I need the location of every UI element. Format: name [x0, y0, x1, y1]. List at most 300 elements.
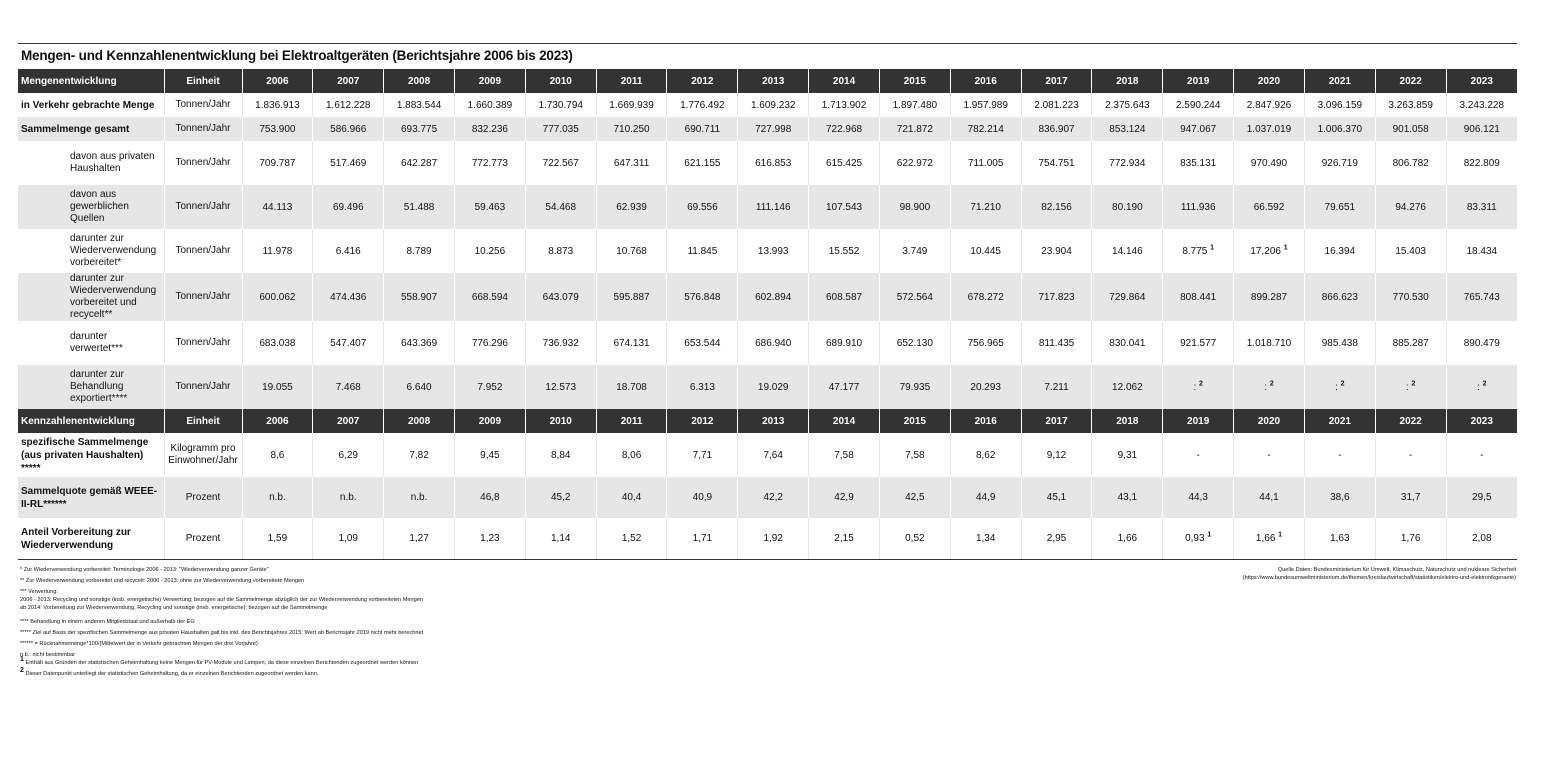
cell-value: 9,45 [480, 449, 500, 461]
table-cell [1446, 365, 1517, 409]
cell-value: 7,58 [905, 449, 925, 461]
table-cell [384, 117, 455, 141]
cell-value: 822.809 [1463, 157, 1500, 169]
footnote-marker: 2 [1199, 380, 1203, 388]
table-cell [1375, 433, 1446, 477]
table-cell [313, 273, 384, 321]
cell-value: 0,52 [905, 533, 925, 544]
cell-value: 608.587 [825, 291, 863, 303]
table-cell [1234, 229, 1305, 273]
row-label: darunter verwertet*** [18, 321, 164, 365]
cell-value: 11.845 [687, 245, 718, 257]
year-header: 2015 [879, 409, 950, 433]
table-cell [1163, 321, 1234, 365]
cell-value: 7,82 [409, 449, 429, 461]
table-cell [1234, 185, 1305, 229]
table-cell [1375, 273, 1446, 321]
cell-value: 40,4 [621, 492, 642, 503]
table-cell [1446, 321, 1517, 365]
row-unit: Tonnen/Jahr [164, 93, 242, 117]
year-header: 2018 [1092, 409, 1163, 433]
table-cell [1446, 185, 1517, 229]
table-cell [1304, 321, 1375, 365]
table-cell [1021, 229, 1092, 273]
cell-value: 643.079 [542, 291, 579, 303]
table-cell [1234, 365, 1305, 409]
cell-value: 901.058 [1392, 123, 1429, 135]
row-unit: Tonnen/Jahr [164, 321, 242, 365]
cell-value: 7,71 [692, 449, 713, 461]
cell-value: 1,23 [480, 533, 500, 544]
cell-value: 576.848 [684, 291, 721, 303]
cell-value: 8.775 [1182, 245, 1208, 257]
table-cell [1021, 321, 1092, 365]
cell-value: 517.469 [330, 157, 367, 169]
year-header: 2012 [667, 69, 738, 93]
unit-header: Einheit [164, 409, 242, 433]
cell-value: 729.864 [1109, 291, 1146, 303]
table-cell [525, 229, 596, 273]
table-cell [809, 518, 880, 560]
table-cell [1021, 273, 1092, 321]
table-cell [1234, 477, 1305, 518]
cell-value: 572.564 [896, 291, 933, 303]
year-header: 2014 [809, 69, 880, 93]
table-cell [809, 321, 880, 365]
footnote-marker: 1 [1207, 531, 1212, 539]
table-cell [242, 518, 313, 560]
cell-value: 15.403 [1395, 245, 1426, 257]
cell-value: 3.096.159 [1317, 99, 1363, 111]
year-header: 2023 [1446, 69, 1517, 93]
cell-value: 44,3 [1188, 492, 1208, 503]
footnote-marker: 2 [1340, 380, 1345, 388]
table-cell [1304, 93, 1375, 117]
footnote-marker: 2 [1269, 380, 1274, 388]
cell-value: 690.711 [684, 123, 721, 135]
table-cell [525, 185, 596, 229]
cell-value: 710.250 [613, 123, 650, 135]
row-unit: Prozent [164, 477, 242, 518]
table-cell [809, 93, 880, 117]
table-cell [242, 117, 313, 141]
table-cell [1163, 433, 1234, 477]
table-cell [1092, 273, 1163, 321]
table-cell [738, 117, 809, 141]
cell-value: 615.425 [825, 157, 863, 169]
table-cell [879, 321, 950, 365]
table-row [18, 273, 1517, 321]
cell-value: 1,34 [975, 533, 996, 544]
cell-value: 1.609.232 [750, 99, 796, 111]
table-cell [242, 433, 313, 477]
cell-value: 46,8 [480, 492, 500, 503]
row-label: spezifische Sammelmenge (aus privaten Haushalten) ***** [18, 433, 164, 477]
table-cell [384, 433, 455, 477]
cell-value: 711.005 [967, 157, 1004, 169]
cell-value: 8,84 [550, 449, 571, 461]
table-cell [1021, 185, 1092, 229]
cell-value: 1,27 [409, 533, 429, 544]
cell-value: 736.932 [542, 337, 579, 349]
table-cell [950, 433, 1021, 477]
source-line-2: (https://www.bundesumweltministerium.de/themen/kreislaufwirtschaft/statistiken/elektro-und-elektronikgeraete) [1242, 575, 1516, 581]
cell-value: 7,58 [834, 449, 854, 461]
table-cell [1234, 117, 1305, 141]
cell-value: 79.935 [899, 381, 931, 393]
table-cell [738, 93, 809, 117]
table-cell [1092, 518, 1163, 560]
table-cell [313, 93, 384, 117]
table-cell [667, 518, 738, 560]
table-cell [1375, 229, 1446, 273]
cell-value: 2,08 [1472, 533, 1492, 544]
row-unit: Tonnen/Jahr [164, 365, 242, 409]
table-cell [1021, 365, 1092, 409]
cell-value: 44,1 [1259, 492, 1279, 503]
year-header: 2016 [950, 69, 1021, 93]
table-cell [525, 141, 596, 185]
cell-value: 19.055 [262, 381, 293, 393]
year-header: 2009 [454, 409, 525, 433]
table-cell [525, 321, 596, 365]
table-cell [1092, 185, 1163, 229]
table-cell [738, 185, 809, 229]
year-header: 2011 [596, 409, 667, 433]
cell-value: 921.577 [1180, 337, 1217, 349]
cell-value: 776.296 [471, 337, 508, 349]
cell-value: 722.968 [825, 123, 863, 135]
cell-value: 8,06 [621, 449, 642, 461]
top-rule [18, 43, 1517, 44]
table-cell [1304, 117, 1375, 141]
table-cell [1021, 117, 1092, 141]
table-cell [1446, 229, 1517, 273]
cell-value: 621.155 [684, 157, 721, 169]
cell-value: 19.029 [757, 381, 789, 393]
year-header: 2019 [1163, 69, 1234, 93]
year-header: 2007 [313, 409, 384, 433]
cell-value: 926.719 [1321, 157, 1358, 169]
cell-value: 1.006.370 [1317, 123, 1363, 135]
table-cell [313, 117, 384, 141]
page-title: Mengen- und Kennzahlenentwicklung bei Elektroaltgeräten (Berichtsjahre 2006 bis 2023) [21, 48, 573, 63]
table-cell [1375, 518, 1446, 560]
cell-value: 727.998 [755, 123, 792, 135]
year-header: 2018 [1092, 69, 1163, 93]
table-cell [1092, 477, 1163, 518]
cell-value: - [1196, 449, 1200, 461]
cell-value: 985.438 [1321, 337, 1358, 349]
table-row [18, 141, 1517, 185]
footnote-3a: 2006 - 2013: Recycling und sonstige (insb. energetische) Verwertung; bezogen auf die Sammelmenge abzüglich der zur Wiederverwendung vorbereiteten Mengen [20, 597, 423, 603]
year-header: 2009 [454, 69, 525, 93]
table-cell [1304, 365, 1375, 409]
table-cell [1234, 141, 1305, 185]
cell-value: 772.934 [1109, 157, 1146, 169]
table-cell [879, 273, 950, 321]
table-cell [667, 185, 738, 229]
table-cell [454, 185, 525, 229]
cell-value: 62.939 [616, 201, 647, 213]
table-cell [950, 273, 1021, 321]
table-cell [738, 433, 809, 477]
table-cell [384, 273, 455, 321]
cell-value: 9,12 [1046, 449, 1067, 461]
cell-value: 647.311 [613, 157, 650, 169]
cell-value: 1,63 [1330, 533, 1350, 544]
cell-value: 42,2 [763, 492, 783, 503]
cell-value: 9,31 [1117, 449, 1138, 461]
cell-value: 721.872 [896, 123, 933, 135]
cell-value: 1,09 [338, 533, 358, 544]
table-cell [454, 433, 525, 477]
cell-value: 3.243.228 [1459, 99, 1505, 111]
table-cell [950, 365, 1021, 409]
table-cell [950, 321, 1021, 365]
table-cell [384, 185, 455, 229]
cell-value: 107.543 [825, 201, 863, 213]
table-cell [596, 321, 667, 365]
table-cell [809, 117, 880, 141]
footnote-3: *** Verwertung: [20, 589, 58, 595]
cell-value: 18.708 [616, 381, 647, 393]
year-header: 2013 [738, 409, 809, 433]
table-cell [454, 229, 525, 273]
table-cell [1092, 93, 1163, 117]
table-cell [667, 321, 738, 365]
cell-value: 722.567 [542, 157, 579, 169]
cell-value: 40,9 [692, 492, 713, 503]
footnote-2: ** Zur Wiederverwendung vorbereitet und recycelt: 2006 - 2013: ohne zur Wiederverwendung vorbereitete Mengen [20, 578, 305, 584]
cell-value: : [1264, 381, 1268, 393]
table-cell [1163, 365, 1234, 409]
table-cell [525, 477, 596, 518]
table-row [18, 185, 1517, 229]
cell-value: 1,14 [550, 533, 571, 544]
cell-value: 1,52 [621, 533, 642, 544]
row-unit: Prozent [164, 518, 242, 560]
table-row [18, 433, 1517, 477]
row-unit: Tonnen/Jahr [164, 185, 242, 229]
cell-value: 1.836.913 [255, 99, 300, 111]
table-cell [313, 518, 384, 560]
cell-value: 906.121 [1463, 123, 1500, 135]
cell-value: 547.407 [330, 337, 367, 349]
year-header: 2008 [384, 409, 455, 433]
table-cell [384, 141, 455, 185]
table-cell [809, 141, 880, 185]
table-cell [1304, 273, 1375, 321]
table-cell [313, 433, 384, 477]
cell-value: 10.445 [970, 245, 1001, 257]
cell-value: 20.293 [970, 381, 1001, 393]
table-cell [1304, 477, 1375, 518]
table-cell [454, 117, 525, 141]
table-cell [596, 433, 667, 477]
table-cell [242, 477, 313, 518]
table-cell [950, 141, 1021, 185]
cell-value: 2,15 [834, 533, 854, 544]
table-cell [1304, 518, 1375, 560]
cell-value: 899.287 [1250, 291, 1288, 303]
cell-value: 44.113 [262, 201, 293, 213]
row-unit: Tonnen/Jahr [164, 141, 242, 185]
cell-value: 1.018.710 [1246, 337, 1292, 349]
table-cell [1163, 185, 1234, 229]
table-cell [1375, 185, 1446, 229]
year-header: 2020 [1234, 69, 1305, 93]
cell-value: 71.210 [970, 201, 1001, 213]
cell-value: 2.375.643 [1105, 99, 1150, 111]
table-cell [596, 185, 667, 229]
cell-value: 80.190 [1112, 201, 1143, 213]
table-row [18, 321, 1517, 365]
table-cell [525, 93, 596, 117]
table-cell [667, 273, 738, 321]
table-cell [384, 229, 455, 273]
table-cell [1234, 518, 1305, 560]
cell-value: 8.789 [406, 245, 432, 257]
cell-value: 1,59 [267, 533, 288, 544]
cell-value: 59.463 [474, 201, 506, 213]
cell-value: 12.062 [1112, 381, 1143, 393]
table-cell [1234, 273, 1305, 321]
footnote-5: ***** Ziel auf Basis der spezifischen Sammelmenge aus privaten Haushalten galt bis inkl. des Berichtsjahres 2015; Wert ab Berichtsjahr 2019 nicht mehr berechnet [20, 630, 424, 636]
table-cell [1163, 229, 1234, 273]
row-label: darunter zur Wiederverwendung vorbereitet und recycelt** [18, 273, 164, 321]
cell-value: 1.037.019 [1246, 123, 1292, 135]
footnote-6: ****** = Rücknahmemenge*100/(Mittelwert der in Verkehr gebrachten Mengen der drei Vorjahre) [20, 641, 258, 647]
cell-value: 756.965 [967, 337, 1004, 349]
cell-value: 595.887 [613, 291, 650, 303]
cell-value: 643.369 [400, 337, 438, 349]
table-cell [950, 229, 1021, 273]
year-header: 2014 [809, 409, 880, 433]
cell-value: 1,66 [1255, 533, 1276, 544]
cell-value: 43,1 [1117, 492, 1138, 503]
table-cell [1021, 141, 1092, 185]
cell-value: 7.952 [477, 381, 503, 393]
cell-value: : [1193, 381, 1197, 393]
cell-value: 6,29 [338, 449, 358, 461]
table-cell [1446, 117, 1517, 141]
cell-value: n.b. [410, 492, 428, 503]
table-cell [738, 321, 809, 365]
table-cell [950, 117, 1021, 141]
source-line-1: Quelle Daten: Bundesministerium für Umwelt, Klimaschutz, Naturschutz und nukleare Sicherheit [1277, 567, 1516, 573]
cell-value: 653.544 [684, 337, 721, 349]
cell-value: 7.211 [1044, 381, 1069, 393]
table-cell [950, 93, 1021, 117]
cell-value: 13.993 [757, 245, 789, 257]
table-cell [1375, 141, 1446, 185]
table-cell [242, 365, 313, 409]
table-cell [1446, 273, 1517, 321]
cell-value: 45,1 [1046, 492, 1067, 503]
year-header: 2023 [1446, 409, 1517, 433]
cell-value: 7,64 [763, 449, 783, 461]
footnote-4: **** Behandlung in einem anderen Mitgliedstaat und außerhalb der EG [20, 619, 195, 625]
table-row [18, 93, 1517, 117]
table-cell [525, 365, 596, 409]
cell-value: 811.435 [1038, 337, 1075, 349]
table-cell [596, 93, 667, 117]
table-cell [242, 321, 313, 365]
cell-value: : [1477, 381, 1480, 393]
table-cell [879, 141, 950, 185]
year-header: 2013 [738, 69, 809, 93]
cell-value: 1,66 [1117, 533, 1138, 544]
table-cell [809, 185, 880, 229]
row-label: Sammelquote gemäß WEEE-II-RL****** [18, 477, 164, 518]
cell-value: 1,71 [692, 533, 713, 544]
year-header: 2017 [1021, 409, 1092, 433]
cell-value: 47.177 [828, 381, 860, 393]
table-cell [596, 229, 667, 273]
table-cell [525, 518, 596, 560]
cell-value: 2.081.223 [1034, 99, 1079, 111]
source-note [1243, 566, 1516, 582]
cell-value: 3.749 [902, 245, 928, 257]
table-cell [1446, 518, 1517, 560]
data-table [18, 69, 1517, 560]
row-unit: Kilogramm pro Einwohner/Jahr [164, 433, 242, 477]
cell-value: 111.146 [755, 201, 791, 213]
table-cell [313, 141, 384, 185]
cell-value: 23.904 [1041, 245, 1072, 257]
table-row [18, 229, 1517, 273]
table-cell [1375, 477, 1446, 518]
table-cell [454, 365, 525, 409]
year-header: 2021 [1304, 69, 1375, 93]
table-row [18, 477, 1517, 518]
cell-value: 6.640 [406, 381, 432, 393]
cell-value: 38,6 [1330, 492, 1350, 503]
table-cell [525, 433, 596, 477]
table-cell [1375, 117, 1446, 141]
unit-header: Einheit [164, 69, 242, 93]
table-cell [950, 518, 1021, 560]
row-label: in Verkehr gebrachte Menge [18, 93, 164, 117]
table-cell [738, 365, 809, 409]
cell-value: 42,5 [905, 492, 925, 503]
cell-value: 686.940 [755, 337, 792, 349]
cell-value: 7.468 [335, 381, 361, 393]
table-cell [525, 273, 596, 321]
table-cell [809, 477, 880, 518]
table-cell [454, 273, 525, 321]
table-cell [879, 117, 950, 141]
table-cell [879, 365, 950, 409]
table-cell [454, 93, 525, 117]
section-header: Kennzahlenentwicklung [18, 409, 164, 433]
year-header: 2021 [1304, 409, 1375, 433]
table-cell [879, 229, 950, 273]
table-cell [313, 321, 384, 365]
year-header: 2007 [313, 69, 384, 93]
table-cell [950, 477, 1021, 518]
year-header: 2015 [879, 69, 950, 93]
table-cell [1304, 185, 1375, 229]
table-cell [1446, 433, 1517, 477]
row-label: Anteil Vorbereitung zur Wiederverwendung [18, 518, 164, 560]
cell-value: 693.775 [400, 123, 438, 135]
table-cell [384, 365, 455, 409]
table-cell [384, 477, 455, 518]
table-cell [384, 93, 455, 117]
table-cell [454, 518, 525, 560]
